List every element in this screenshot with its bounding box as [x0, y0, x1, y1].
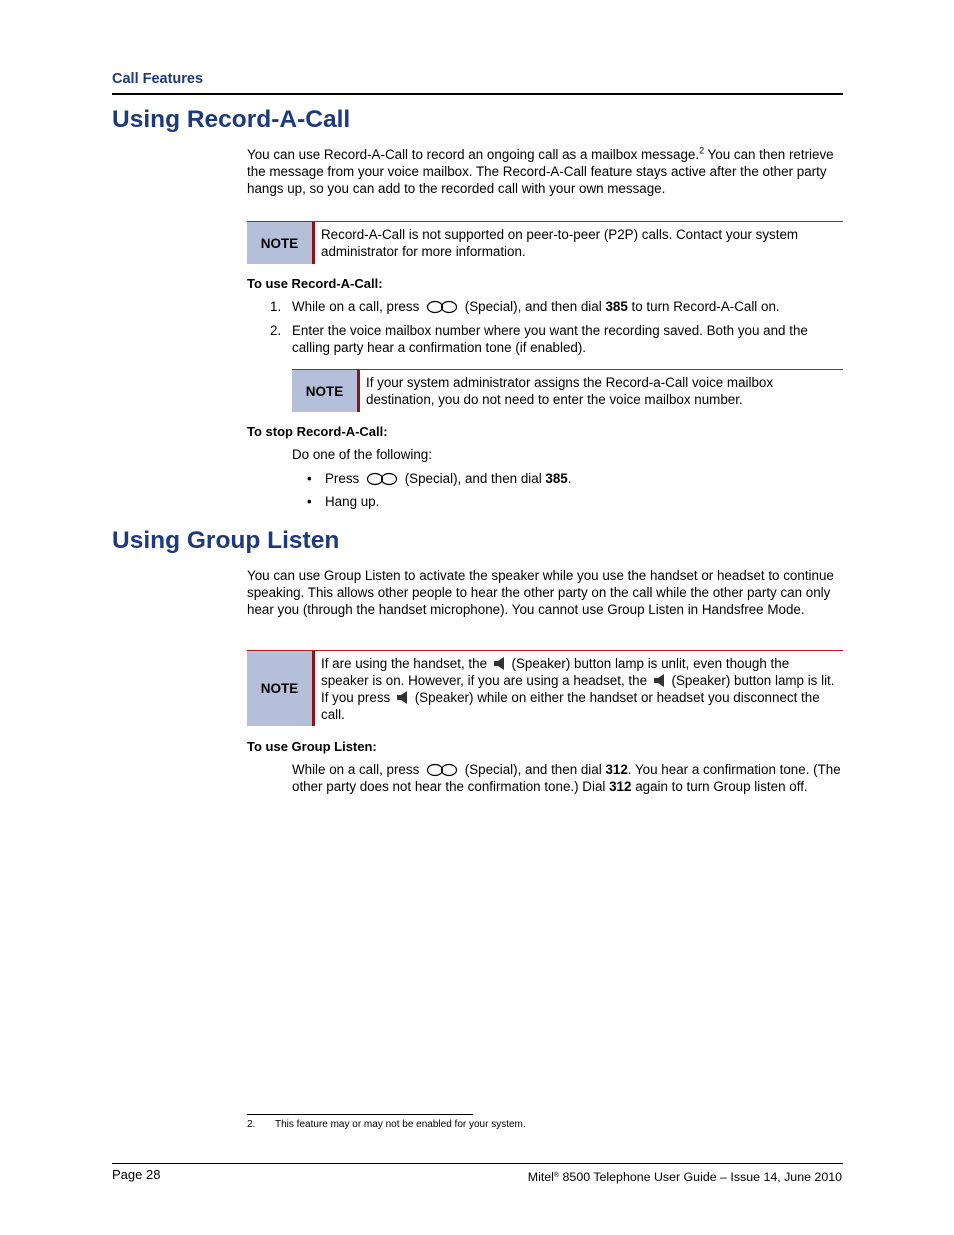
- note-tag: NOTE: [247, 222, 315, 264]
- record-step-2: 2. Enter the voice mailbox number where you want the recording saved. Both you and the calling party hear a confirmation tone (if enabled).: [270, 323, 808, 355]
- stop-bullet-2: • Hang up.: [307, 494, 380, 509]
- guide-title: Mitel® 8500 Telephone User Guide – Issue 14, June 2010: [527, 1170, 842, 1184]
- special-key-icon: [426, 763, 458, 777]
- footnote-ref[interactable]: 2: [699, 145, 705, 156]
- footnote-rule: [247, 1114, 473, 1115]
- note-tag: NOTE: [247, 651, 315, 726]
- heading-record-a-call: Using Record-A-Call: [112, 106, 351, 133]
- speaker-icon: [493, 656, 506, 671]
- note-text: If your system administrator assigns the Record-a-Call voice mailbox destination, you do not need to enter the voice mailbox number.: [366, 375, 774, 407]
- note-voice-mailbox: [292, 369, 843, 412]
- note-text: Record-A-Call is not supported on peer-to-peer (P2P) calls. Contact your system administrator for more information.: [321, 227, 799, 259]
- header-rule: [112, 93, 843, 95]
- record-step-1: 1. While on a call, press (Special), and then dial 385 to turn Record-A-Call on.: [270, 299, 780, 314]
- note-p2p: [247, 221, 843, 264]
- stop-intro: Do one of the following:: [292, 447, 432, 462]
- footer-rule: [112, 1163, 843, 1164]
- stop-bullet-1: • Press (Special), and then dial 385.: [307, 471, 572, 486]
- section-label: Call Features: [112, 71, 204, 87]
- special-key-icon: [366, 472, 398, 486]
- special-key-icon: [426, 300, 458, 314]
- stop-record-heading: To stop Record-A-Call:: [247, 424, 388, 439]
- use-record-heading: To use Record-A-Call:: [247, 276, 383, 291]
- group-step: While on a call, press (Special), and then dial 312. You hear a confirmation tone. (The other party does not hear the confirmation tone.) Dial 312 again to turn Group listen off.: [292, 762, 841, 794]
- heading-group-listen: Using Group Listen: [112, 527, 340, 554]
- note-text: If are using the handset, the (Speaker) button lamp is unlit, even though the speaker is on. However, if you are using a headset, the (Speaker) button lamp is lit. If you press (Speaker) while on either the handset or headset you disconnect the call.: [321, 656, 835, 722]
- note-speaker-lamp: [247, 650, 843, 726]
- page-number: Page 28: [112, 1167, 161, 1182]
- speaker-icon: [653, 673, 666, 688]
- footnote: 2. This feature may or may not be enabled for your system.: [247, 1119, 526, 1130]
- speaker-icon: [396, 690, 409, 705]
- group-intro: You can use Group Listen to activate the speaker while you use the handset or headset to continue speaking. This allows other people to hear the other party on the call while the other party can only hear you (through the handset microphone). You cannot use Group Listen in Handsfree Mode.: [247, 568, 834, 617]
- use-group-heading: To use Group Listen:: [247, 739, 377, 754]
- note-tag: NOTE: [292, 370, 360, 412]
- record-intro: You can use Record-A-Call to record an ongoing call as a mailbox message.$^2$ You can then retrieve the message from your voice mailbox. The Record-A-Call feature stays active after the other party hangs up, so you can add to the recorded call with your own message.: [247, 145, 834, 196]
